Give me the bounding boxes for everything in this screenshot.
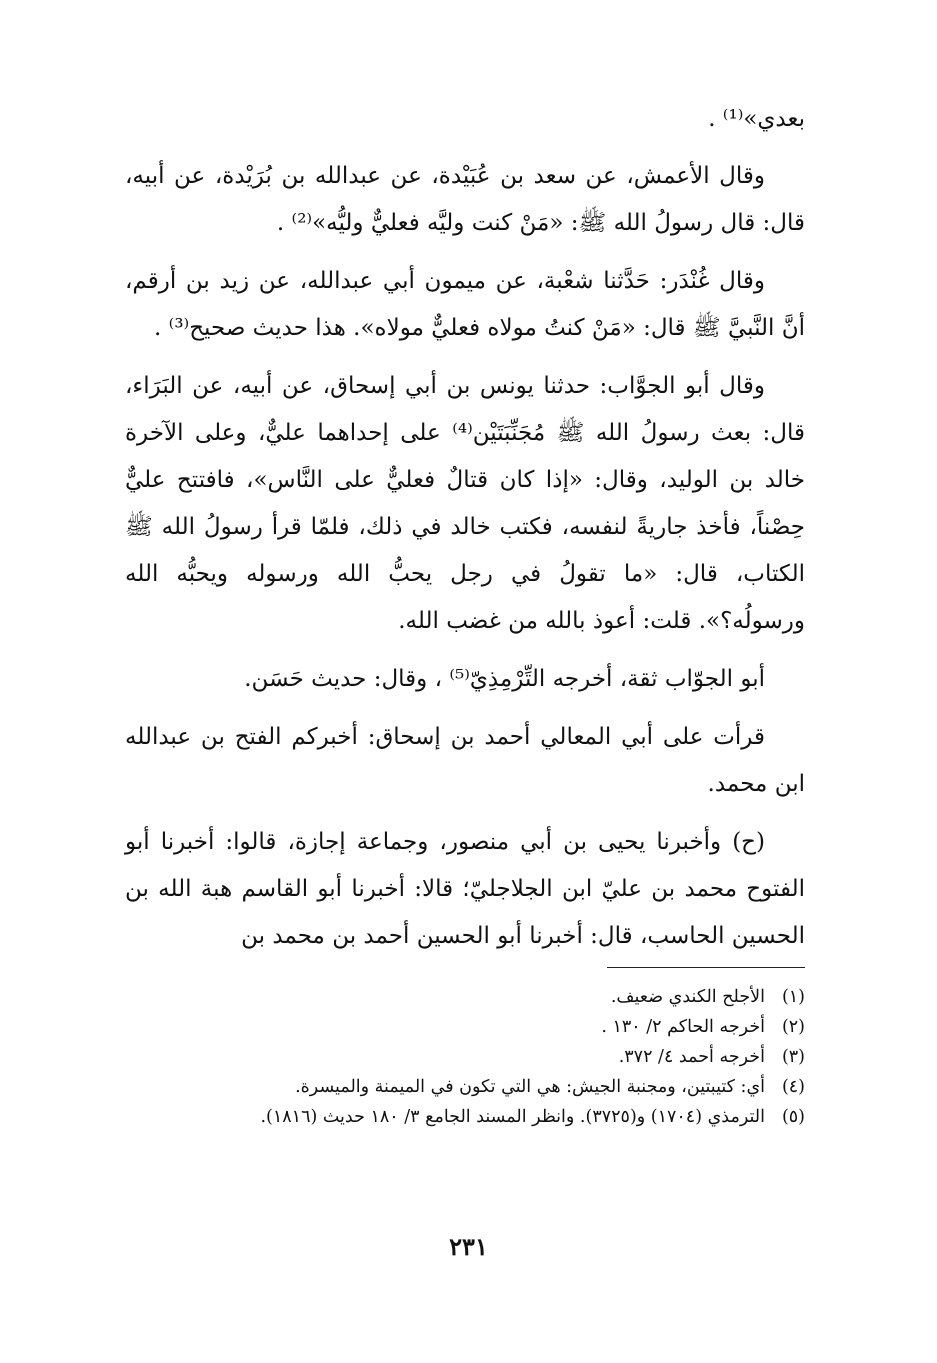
paragraph: بعدي»⁽¹⁾ . bbox=[708, 106, 805, 132]
footnote-item bbox=[125, 1073, 805, 1102]
footnote-number: (٢) bbox=[781, 1017, 805, 1037]
footnote-item bbox=[125, 1103, 805, 1132]
footnote-item bbox=[125, 1043, 805, 1072]
paragraph: أبو الجوّاب ثقة، أخرجه التِّرْمِذِيّ⁽⁵⁾ ، وقال: حديث حَسَن. bbox=[244, 666, 765, 692]
footnote-number: (٥) bbox=[781, 1107, 805, 1127]
footnote-text: أي: كتيبتين، ومجنبة الجيش: هي التي تكون في الميمنة والميسرة. bbox=[295, 1077, 765, 1097]
footnote-text: أخرجه أحمد ٤/ ٣٧٢. bbox=[618, 1047, 765, 1067]
paragraph: وقال الأعمش، عن سعد بن عُبَيْدة، عن عبدالله بن بُرَيْدة، عن أبيه، قال: قال رسولُ الله ﷺ: «مَنْ كنت وليَّه فعليٌّ وليُّه»⁽²⁾ . bbox=[125, 163, 805, 236]
paragraph: وقال أبو الجوَّاب: حدثنا يونس بن أبي إسحاق، عن أبيه، عن البَرَاء، قال: بعث رسولُ الله ﷺ مُجَنِّبَتَيْن⁽⁴⁾ على إحداهما عليٌّ، وعلى الآخرة خالد بن الوليد، وقال: «إذا كان قتالٌ فعليٌّ على النَّاس»، فافتتح عليٌّ حِصْناً، فأخذ جاريةً لنفسه، فكتب خالد في ذلك، فلمّا قرأ رسولُ الله ﷺ الكتاب، قال: «ما تقولُ في رجل يحبُّ الله ورسوله ويحبُّه الله ورسولُه؟». قلت: أعوذ بالله من غضب الله. bbox=[125, 373, 805, 634]
footnote-text: الترمذي (١٧٠٤) و(٣٧٢٥). وانظر المسند الجامع ٣/ ١٨٠ حديث (١٨١٦). bbox=[260, 1107, 765, 1127]
main-text bbox=[125, 96, 805, 971]
footnote-text: الأجلح الكندي ضعيف. bbox=[610, 987, 765, 1007]
footnotes bbox=[125, 983, 805, 1133]
paragraph: وقال غُنْدَر: حَدَّثنا شعْبة، عن ميمون أبي عبدالله، عن زيد بن أرقم، أنَّ النَّبيَّ ﷺ قال: «مَنْ كنتُ مولاه فعليٌّ مولاه». هذا حديث صحيح⁽³⁾ . bbox=[125, 268, 805, 341]
footnote-item bbox=[125, 1013, 805, 1042]
footnote-number: (١) bbox=[781, 987, 805, 1007]
paragraph: (ح) وأخبرنا يحيى بن أبي منصور، وجماعة إجازة، قالوا: أخبرنا أبو الفتوح محمد بن عليّ ابن الجلاجليّ؛ قالا: أخبرنا أبو القاسم هبة الله بن الحسين الحاسب، قال: أخبرنا أبو الحسين أحمد بن محمد بن bbox=[125, 829, 805, 949]
footnote-text: أخرجه الحاكم ٢/ ١٣٠ . bbox=[601, 1017, 765, 1037]
footnote-number: (٣) bbox=[781, 1047, 805, 1067]
footnote-number: (٤) bbox=[781, 1077, 805, 1097]
footnote-item bbox=[125, 983, 805, 1012]
page-number: ٢٣١ bbox=[449, 1232, 488, 1261]
paragraph: قرأت على أبي المعالي أحمد بن إسحاق: أخبركم الفتح بن عبدالله ابن محمد. bbox=[125, 724, 805, 797]
footnote-divider bbox=[607, 967, 805, 968]
